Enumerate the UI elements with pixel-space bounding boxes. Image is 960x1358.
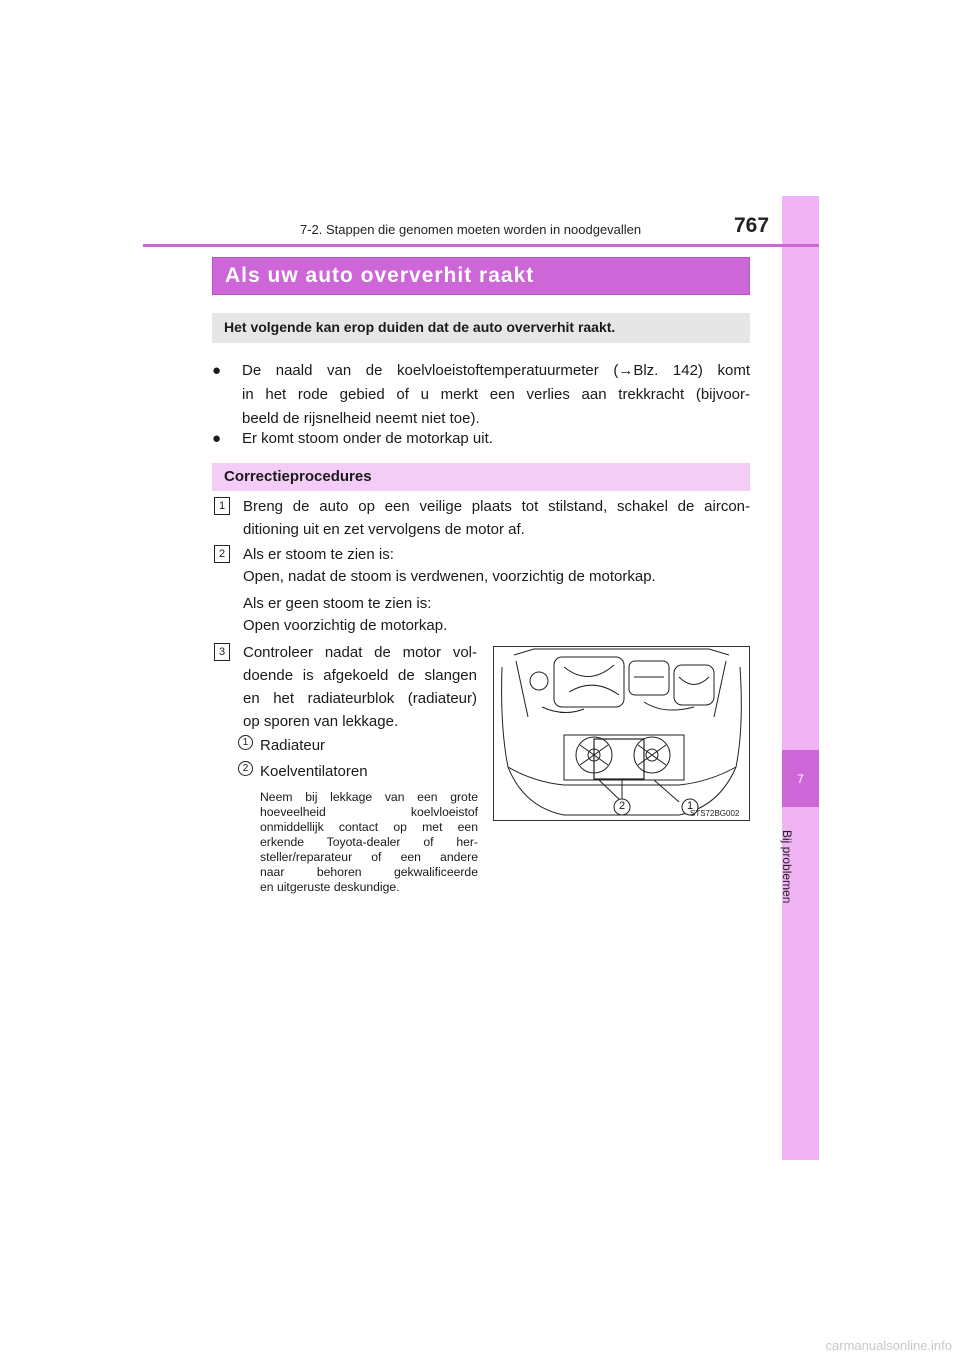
section-banner: [212, 257, 750, 295]
step-number-box: 3: [214, 643, 230, 661]
side-tab-chapter-number: 7: [782, 750, 819, 807]
step-line: en het radiateurblok (radiateur): [243, 690, 477, 707]
engine-bay-drawing: [494, 647, 749, 820]
note-line: naar behoren gekwalificeerde: [260, 865, 478, 879]
procedures-banner: [212, 463, 750, 491]
bullet-line: De naald van de koelvloeistoftemperatuurmeter (→Blz. 142) komt: [242, 362, 750, 379]
side-chapter-tab: [782, 196, 819, 1160]
watermark: carmanualsonline.info: [825, 1338, 952, 1353]
note-line: Neem bij lekkage van een grote: [260, 790, 478, 804]
bullet-glyph: ●: [212, 430, 222, 447]
side-tab-chapter-label-wrap: [770, 780, 830, 930]
step-line: Breng de auto op een veilige plaats tot stilstand, schakel de aircon-: [243, 498, 750, 515]
section-title: Als uw auto oververhit raakt: [225, 264, 535, 287]
note-line: onmiddellijk contact op met een: [260, 820, 478, 834]
engine-bay-illustration: [493, 646, 750, 821]
info-text: Het volgende kan erop duiden dat de auto oververhit raakt.: [224, 319, 616, 335]
bullet-line: in het rode gebied of u merkt een verlies aan trekkracht (bijvoor-: [242, 386, 750, 403]
bullet-item: [212, 428, 750, 450]
step-number-box: 1: [214, 497, 230, 515]
bullet-glyph: ●: [212, 362, 222, 379]
note-line: en uitgeruste deskundige.: [260, 880, 400, 894]
side-tab-chapter-label: Bij problemen: [780, 830, 794, 904]
note-line: steller/reparateur of een andere: [260, 850, 478, 864]
step-line: Open, nadat de stoom is verdwenen, voorzichtig de motorkap.: [243, 568, 656, 585]
part-callout-number: 1: [238, 735, 253, 750]
note-line: hoeveelheid koelvloeistof: [260, 805, 478, 819]
page-number: 767: [734, 214, 770, 237]
illustration-code: STS72BG002: [690, 809, 740, 818]
procedures-title: Correctieprocedures: [224, 468, 372, 485]
part-callout-number: 2: [238, 761, 253, 776]
part-label: Radiateur: [260, 737, 326, 754]
illustration-callout-2: 2: [618, 800, 626, 812]
part-label: Koelventilatoren: [260, 763, 368, 780]
step-line: doende is afgekoeld de slangen: [243, 667, 477, 684]
header-divider: [143, 244, 819, 247]
bullet-line: Er komt stoom onder de motorkap uit.: [242, 430, 493, 447]
bullet-item: [212, 360, 750, 426]
step-line: Als er geen stoom te zien is:: [243, 595, 432, 612]
step-line: ditioning uit en zet vervolgens de motor af.: [243, 521, 525, 538]
step-line: Controleer nadat de motor vol-: [243, 644, 477, 661]
step-number-box: 2: [214, 545, 230, 563]
bullet-line: beeld de rijsnelheid neemt niet toe).: [242, 410, 480, 427]
step-line: Open voorzichtig de motorkap.: [243, 617, 448, 634]
info-box: [212, 313, 750, 343]
step-line: op sporen van lekkage.: [243, 713, 399, 730]
illustration-callout-1: 1: [686, 800, 694, 812]
note-line: erkende Toyota-dealer of her-: [260, 835, 478, 849]
step-line: Als er stoom te zien is:: [243, 546, 394, 563]
chapter-title: 7-2. Stappen die genomen moeten worden in noodgevallen: [300, 222, 642, 237]
